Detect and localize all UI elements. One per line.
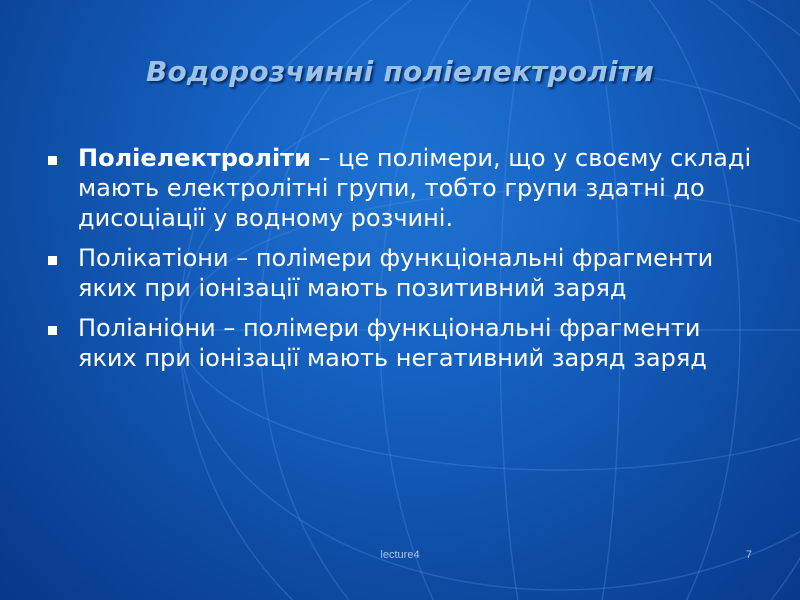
bullet-square-icon bbox=[48, 156, 57, 165]
bullet-item bbox=[45, 143, 765, 233]
bullet-item bbox=[45, 243, 765, 303]
bullet-text: Полікатіони – полімери функціональні фрагменти яких при іонізації мають позитивний заряд bbox=[78, 244, 714, 302]
bullet-text: Поліаніони – полімери функціональні фрагменти яких при іонізації мають негативний заряд заряд bbox=[78, 314, 707, 372]
bullet-square-icon bbox=[48, 256, 57, 265]
bullet-list bbox=[45, 143, 765, 383]
bullet-item bbox=[45, 313, 765, 373]
footer-lecture-label: lecture4 bbox=[380, 549, 420, 561]
bullet-term: Поліелектроліти bbox=[78, 144, 311, 172]
bullet-text: – це полімери, що у своєму складі мають електролітні групи, тобто групи здатні до дисоціації у водному розчині. bbox=[78, 144, 752, 232]
slide-title: Водорозчинні поліелектроліти bbox=[145, 55, 655, 88]
bullet-square-icon bbox=[48, 326, 57, 335]
slide-page-number: 7 bbox=[745, 549, 752, 561]
